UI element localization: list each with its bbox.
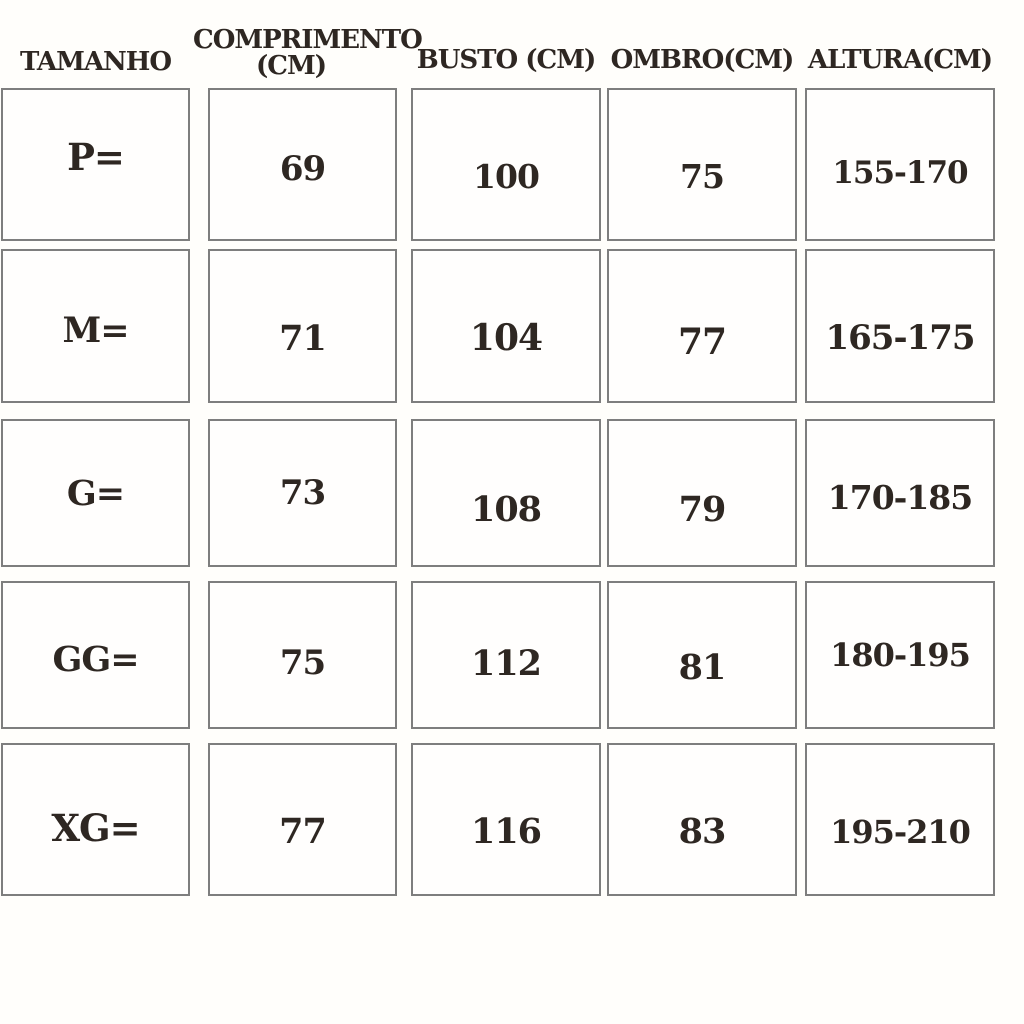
- cell-m-busto: 104: [411, 249, 601, 403]
- cell-xg-busto: 116: [411, 743, 601, 896]
- cell-p-ombro: 75: [607, 88, 797, 241]
- cell-m-altura: 165-175: [805, 249, 995, 403]
- cell-g-busto: 108: [411, 419, 601, 567]
- cell-m-ombro: 77: [607, 249, 797, 403]
- cell-gg-size: GG=: [1, 581, 190, 729]
- column-header-altura: ALTURA(CM): [807, 45, 993, 75]
- column-header-comprimento: [193, 25, 422, 81]
- cell-g-altura: 170-185: [805, 419, 995, 567]
- column-header-comprimento-line1: COMPRIMENTO: [193, 25, 422, 55]
- column-header-tamanho: TAMANHO: [19, 47, 172, 77]
- column-header-comprimento-line2: (CM): [255, 51, 327, 81]
- cell-xg-size: XG=: [1, 743, 190, 896]
- cell-gg-ombro: 81: [607, 581, 797, 729]
- cell-gg-comprimento: 75: [208, 581, 397, 729]
- cell-g-size: G=: [1, 419, 190, 567]
- cell-p-size: P=: [1, 88, 190, 241]
- cell-gg-altura: 180-195: [805, 581, 995, 729]
- cell-m-comprimento: 71: [208, 249, 397, 403]
- cell-xg-altura: 195-210: [805, 743, 995, 896]
- cell-xg-ombro: 83: [607, 743, 797, 896]
- cell-g-comprimento: 73: [208, 419, 397, 567]
- cell-g-ombro: 79: [607, 419, 797, 567]
- cell-p-comprimento: 69: [208, 88, 397, 241]
- cell-m-size: M=: [1, 249, 190, 403]
- cell-xg-comprimento: 77: [208, 743, 397, 896]
- cell-p-altura: 155-170: [805, 88, 995, 241]
- cell-p-busto: 100: [411, 88, 601, 241]
- cell-gg-busto: 112: [411, 581, 601, 729]
- column-header-ombro: OMBRO(CM): [610, 45, 794, 75]
- column-header-busto: BUSTO (CM): [416, 45, 596, 75]
